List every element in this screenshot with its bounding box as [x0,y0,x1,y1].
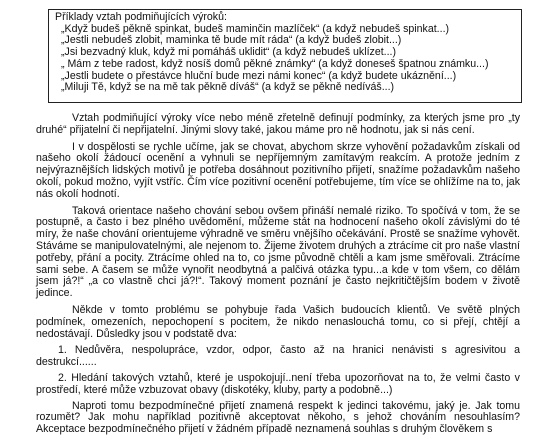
list-number: 1. [58,344,67,357]
example-item: „Když budeš pěkně spinkat, budeš maminčin mazlíček“ (a když nebudeš spinkat...) [61,22,450,35]
examples-box [48,9,522,103]
example-item: „Jsi bezvadný kluk, když mi pomáháš uklidit“ (a když nebudeš uklízet...) [61,46,397,59]
example-item: „Jestli nebudeš zlobit, maminka tě bude mít ráda“ (a když budeš zlobit...) [61,34,402,47]
list-text: Nedůvěra, nespolupráce, vzdor, odpor, často až na hranici nenávisti s agresivitou a destrukcí...... [36,344,520,369]
examples-list [55,24,521,94]
consequences-list [36,345,520,396]
list-text: Hledání takových vztahů, které je uspokojují..není třeba upozorňovat na to, že velmi často v prostředí, které může vzbuzovat obavy (diskotéky, kluby, party a podobně...) [36,371,520,396]
example-item: „Miluji Tě, když se na mě tak pěkně díváš“ (a když se pěkně nedíváš...) [61,81,395,94]
paragraph: Taková orientace našeho chování sebou ovšem přináší nemalé riziko. To spočívá v tom, že se postupně, a často i bez plného uvědomění, můžeme stát na hodnocení našeho okolí závislými do té míry, že naše chování orientujeme výhradně ve směru vnějšího očekávání. Prostě se snažíme vyhovět. Stáváme se manipulovatelnými, ale nejenom to. Žijeme životem druhých a ztrácíme cit pro naše vlastní potřeby, přání a pocity. Ztrácíme ohled na to, co jsme původně chtěli a kam jsme směřovali. Ztrácíme sami sebe. A časem se může vynořit neodbytná a palčivá otázka typu...a kde v tom všem, co dělám jsem já?!“ „a co vlastně chci já?!“. Takový moment poznání je často nejkritičtějším bodem v životě jedince. [36,204,520,300]
paragraph: Naproti tomu bezpodmínečné přijetí znamená respekt k jedinci takovému, jaký je. Jak tomu rozumět? Jak mohu například pozitivně akceptovat někoho, s jehož chováním nesouhlasím? Akceptace bezpodmínečného přijetí v žádném případě neznamená souhlas s druhým člověkem s [36,399,520,436]
paragraph: Někde v tomto problému se pohybuje řada Vašich budoucích klientů. Ve světě plných podmínek, omezeních, nepochopení s pocitem, že nikdo nenaslouchá tomu, co si přejí, chtějí a nedostávají. Důsledky jsou v podstatě dva: [36,303,520,340]
list-item [36,345,520,369]
paragraph: I v dospělosti se rychle učíme, jak se chovat, abychom skrze vyhovění požadavkům získali od našeho okolí žádoucí ocenění a vyhnuli se nepříjemným zamítavým reakcím. A protože jedním z nejvýraznějších lidských motivů je potřeba dosáhnout pozitivního přijetí, snažíme požadavkům našeho okolí, pokud možno, vyjít vstříc. Čím více pozitivní ocenění potřebujeme, tím více se ohlížíme na to, jak nás okolí hodnotí. [36,140,520,200]
list-number: 2. [58,371,67,384]
example-item: „Jestli budete o přestávce hluční bude mezi námi konec“ (a když budete ukáznění...) [61,69,457,82]
list-item [36,373,520,397]
example-item: „ Mám z tebe radost, když nosíš domů pěkné známky“ (a když doneseš špatnou známku...) [61,57,489,70]
examples-title: Příklady vztah podmiňujících výroků: [55,11,227,23]
paragraph: Vztah podmiňující výroky více nebo méně zřetelně definují podmínky, za kterých jsme pro „ty druhé“ přijatelní či nepřijatelní. Jinými slovy také, jakou máme pro ně hodnotu, jak si nás cení. [36,112,520,136]
document-body [36,113,520,441]
